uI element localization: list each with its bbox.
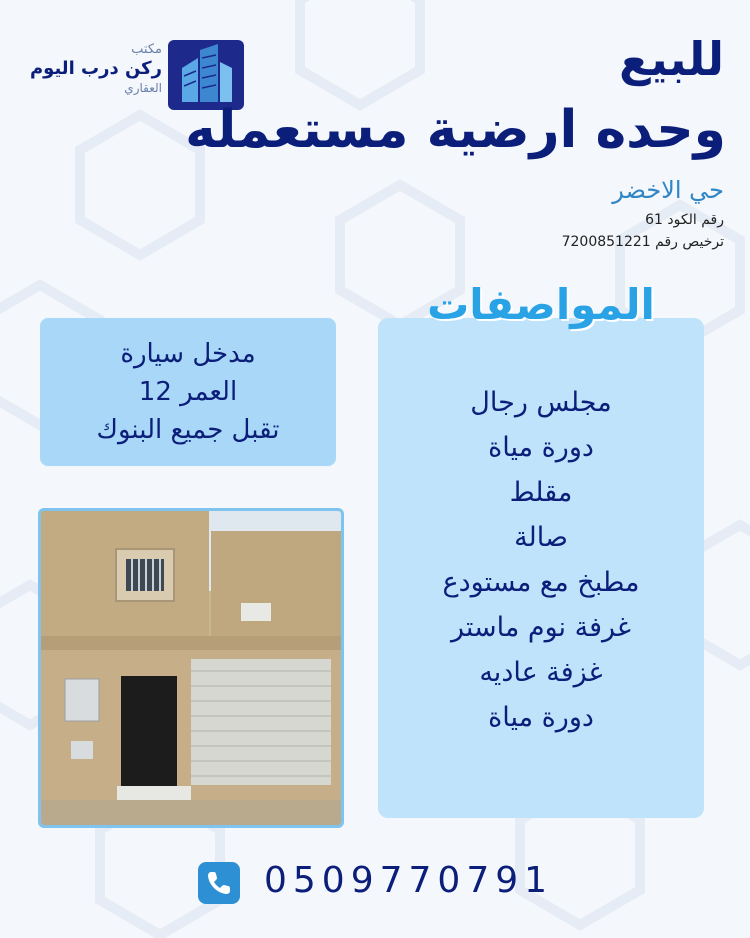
brand-line-2: ركن درب اليوم — [29, 58, 162, 79]
house-photo — [38, 508, 344, 828]
phone-icon[interactable] — [198, 862, 240, 904]
feature-age: العمر 12 — [138, 377, 238, 407]
brand-name — [22, 42, 162, 96]
for-sale-title: للبيع — [618, 32, 724, 86]
phone-number[interactable]: 0509770791 — [264, 860, 554, 901]
spec-item: مطبخ مع مستودع — [442, 567, 640, 598]
spec-item: مجلس رجال — [470, 387, 612, 418]
brand-line-1: مكتب — [131, 42, 162, 57]
spec-item: دورة مياة — [488, 702, 594, 733]
spec-item: غزفة عاديه — [479, 657, 603, 688]
spec-item: غرفة نوم ماستر — [450, 612, 632, 643]
feature-banks: تقبل جميع البنوك — [96, 415, 280, 445]
spec-item: دورة مياة — [488, 432, 594, 463]
feature-car-entrance: مدخل سيارة — [120, 339, 256, 369]
unit-title: وحده ارضية مستعمله — [185, 100, 726, 160]
specs-heading: المواصفات — [427, 280, 655, 329]
spec-item: صالة — [514, 522, 568, 553]
spec-item: مقلط — [509, 477, 573, 508]
brand-line-3: العقاري — [124, 81, 162, 95]
district-label: حي الاخضر — [612, 176, 724, 204]
features-panel — [40, 318, 336, 466]
specs-list — [378, 380, 704, 740]
code-number: رقم الكود 61 — [645, 212, 724, 228]
license-number: ترخيص رقم 7200851221 — [561, 234, 724, 250]
